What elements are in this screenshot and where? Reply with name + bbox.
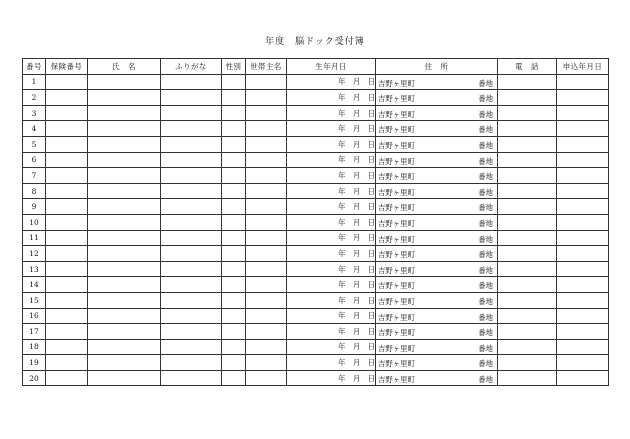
furigana-cell[interactable] <box>161 136 222 152</box>
name-cell[interactable] <box>88 308 161 324</box>
furigana-cell[interactable] <box>161 199 222 215</box>
header-phone: 電 話 <box>498 59 557 75</box>
address-banchi: 番地 <box>478 140 493 150</box>
insurance-number-cell[interactable] <box>46 355 88 371</box>
householder-cell[interactable] <box>246 214 287 230</box>
row-number: 1 <box>23 74 46 90</box>
address-cell[interactable] <box>376 261 498 277</box>
table-row <box>23 90 609 106</box>
application-date-cell[interactable] <box>557 308 609 324</box>
address-cell[interactable] <box>376 292 498 308</box>
householder-cell[interactable] <box>246 199 287 215</box>
address-cell[interactable] <box>376 90 498 106</box>
application-date-cell[interactable] <box>557 214 609 230</box>
name-cell[interactable] <box>88 74 161 90</box>
insurance-number-cell[interactable] <box>46 230 88 246</box>
application-date-cell[interactable] <box>557 168 609 184</box>
address-town: 吉野ヶ里町 <box>378 78 415 88</box>
address-town: 吉野ヶ里町 <box>378 328 415 338</box>
phone-cell[interactable] <box>498 246 557 262</box>
phone-cell[interactable] <box>498 308 557 324</box>
phone-cell[interactable] <box>498 230 557 246</box>
address-banchi: 番地 <box>478 281 493 291</box>
gender-cell[interactable] <box>222 152 246 168</box>
insurance-number-cell[interactable] <box>46 246 88 262</box>
birthdate-cell[interactable]: 年 月 日 <box>287 152 376 168</box>
name-cell[interactable] <box>88 370 161 386</box>
furigana-cell[interactable] <box>161 105 222 121</box>
householder-cell[interactable] <box>246 168 287 184</box>
address-cell[interactable] <box>376 339 498 355</box>
gender-cell[interactable] <box>222 355 246 371</box>
reception-register-table <box>22 58 609 386</box>
application-date-cell[interactable] <box>557 105 609 121</box>
phone-cell[interactable] <box>498 199 557 215</box>
application-date-cell[interactable] <box>557 183 609 199</box>
application-date-cell[interactable] <box>557 121 609 137</box>
birthdate-cell[interactable]: 年 月 日 <box>287 183 376 199</box>
householder-cell[interactable] <box>246 90 287 106</box>
householder-cell[interactable] <box>246 292 287 308</box>
insurance-number-cell[interactable] <box>46 105 88 121</box>
householder-cell[interactable] <box>246 308 287 324</box>
insurance-number-cell[interactable] <box>46 277 88 293</box>
birthdate-cell[interactable]: 年 月 日 <box>287 324 376 340</box>
application-date-cell[interactable] <box>557 324 609 340</box>
row-number: 16 <box>23 308 46 324</box>
furigana-cell[interactable] <box>161 292 222 308</box>
phone-cell[interactable] <box>498 277 557 293</box>
householder-cell[interactable] <box>246 74 287 90</box>
row-number: 20 <box>23 370 46 386</box>
address-town: 吉野ヶ里町 <box>378 203 415 213</box>
name-cell[interactable] <box>88 90 161 106</box>
phone-cell[interactable] <box>498 339 557 355</box>
table-row <box>23 355 609 371</box>
name-cell[interactable] <box>88 292 161 308</box>
phone-cell[interactable] <box>498 90 557 106</box>
name-cell[interactable] <box>88 152 161 168</box>
address-town: 吉野ヶ里町 <box>378 265 415 275</box>
phone-cell[interactable] <box>498 183 557 199</box>
row-number: 3 <box>23 105 46 121</box>
gender-cell[interactable] <box>222 136 246 152</box>
table-row <box>23 214 609 230</box>
address-banchi: 番地 <box>478 374 493 384</box>
phone-cell[interactable] <box>498 355 557 371</box>
address-cell[interactable] <box>376 121 498 137</box>
address-town: 吉野ヶ里町 <box>378 234 415 244</box>
insurance-number-cell[interactable] <box>46 370 88 386</box>
header-birthdate: 生年月日 <box>287 59 376 75</box>
gender-cell[interactable] <box>222 292 246 308</box>
application-date-cell[interactable] <box>557 355 609 371</box>
phone-cell[interactable] <box>498 136 557 152</box>
address-cell[interactable] <box>376 105 498 121</box>
address-town: 吉野ヶ里町 <box>378 359 415 369</box>
birthdate-cell[interactable]: 年 月 日 <box>287 261 376 277</box>
birthdate-cell[interactable]: 年 月 日 <box>287 121 376 137</box>
furigana-cell[interactable] <box>161 230 222 246</box>
table-row <box>23 370 609 386</box>
header-row <box>23 59 609 75</box>
address-town: 吉野ヶ里町 <box>378 281 415 291</box>
furigana-cell[interactable] <box>161 355 222 371</box>
furigana-cell[interactable] <box>161 168 222 184</box>
name-cell[interactable] <box>88 277 161 293</box>
application-date-cell[interactable] <box>557 199 609 215</box>
table-row <box>23 230 609 246</box>
householder-cell[interactable] <box>246 105 287 121</box>
table-row <box>23 152 609 168</box>
gender-cell[interactable] <box>222 308 246 324</box>
row-number: 13 <box>23 261 46 277</box>
table-row <box>23 246 609 262</box>
gender-cell[interactable] <box>222 324 246 340</box>
name-cell[interactable] <box>88 105 161 121</box>
furigana-cell[interactable] <box>161 90 222 106</box>
phone-cell[interactable] <box>498 214 557 230</box>
insurance-number-cell[interactable] <box>46 308 88 324</box>
address-cell[interactable] <box>376 277 498 293</box>
birthdate-cell[interactable]: 年 月 日 <box>287 370 376 386</box>
address-banchi: 番地 <box>478 78 493 88</box>
address-town: 吉野ヶ里町 <box>378 140 415 150</box>
furigana-cell[interactable] <box>161 246 222 262</box>
address-town: 吉野ヶ里町 <box>378 187 415 197</box>
householder-cell[interactable] <box>246 152 287 168</box>
address-banchi: 番地 <box>478 203 493 213</box>
table-row <box>23 308 609 324</box>
application-date-cell[interactable] <box>557 261 609 277</box>
row-number: 7 <box>23 168 46 184</box>
header-insurance-number: 保険番号 <box>46 59 88 75</box>
address-banchi: 番地 <box>478 343 493 353</box>
gender-cell[interactable] <box>222 183 246 199</box>
householder-cell[interactable] <box>246 183 287 199</box>
address-cell[interactable] <box>376 370 498 386</box>
gender-cell[interactable] <box>222 74 246 90</box>
address-town: 吉野ヶ里町 <box>378 343 415 353</box>
gender-cell[interactable] <box>222 214 246 230</box>
application-date-cell[interactable] <box>557 339 609 355</box>
householder-cell[interactable] <box>246 136 287 152</box>
householder-cell[interactable] <box>246 230 287 246</box>
phone-cell[interactable] <box>498 168 557 184</box>
name-cell[interactable] <box>88 214 161 230</box>
insurance-number-cell[interactable] <box>46 339 88 355</box>
application-date-cell[interactable] <box>557 74 609 90</box>
address-banchi: 番地 <box>478 359 493 369</box>
insurance-number-cell[interactable] <box>46 152 88 168</box>
gender-cell[interactable] <box>222 370 246 386</box>
row-number: 5 <box>23 136 46 152</box>
name-cell[interactable] <box>88 230 161 246</box>
gender-cell[interactable] <box>222 199 246 215</box>
address-town: 吉野ヶ里町 <box>378 94 415 104</box>
application-date-cell[interactable] <box>557 246 609 262</box>
birthdate-cell[interactable]: 年 月 日 <box>287 90 376 106</box>
table-row <box>23 105 609 121</box>
address-cell[interactable] <box>376 183 498 199</box>
address-banchi: 番地 <box>478 94 493 104</box>
gender-cell[interactable] <box>222 90 246 106</box>
table-row <box>23 324 609 340</box>
phone-cell[interactable] <box>498 370 557 386</box>
row-number: 14 <box>23 277 46 293</box>
furigana-cell[interactable] <box>161 277 222 293</box>
birthdate-cell[interactable]: 年 月 日 <box>287 230 376 246</box>
birthdate-cell[interactable]: 年 月 日 <box>287 199 376 215</box>
address-cell[interactable] <box>376 74 498 90</box>
address-banchi: 番地 <box>478 172 493 182</box>
insurance-number-cell[interactable] <box>46 214 88 230</box>
insurance-number-cell[interactable] <box>46 168 88 184</box>
address-banchi: 番地 <box>478 187 493 197</box>
householder-cell[interactable] <box>246 277 287 293</box>
table-row <box>23 183 609 199</box>
name-cell[interactable] <box>88 355 161 371</box>
table-row <box>23 277 609 293</box>
table-row <box>23 292 609 308</box>
phone-cell[interactable] <box>498 152 557 168</box>
table-row <box>23 136 609 152</box>
address-cell[interactable] <box>376 308 498 324</box>
householder-cell[interactable] <box>246 261 287 277</box>
phone-cell[interactable] <box>498 261 557 277</box>
table-row <box>23 199 609 215</box>
header-application-date: 申込年月日 <box>557 59 609 75</box>
insurance-number-cell[interactable] <box>46 183 88 199</box>
householder-cell[interactable] <box>246 121 287 137</box>
insurance-number-cell[interactable] <box>46 74 88 90</box>
furigana-cell[interactable] <box>161 152 222 168</box>
row-number: 4 <box>23 121 46 137</box>
address-town: 吉野ヶ里町 <box>378 125 415 135</box>
name-cell[interactable] <box>88 339 161 355</box>
name-cell[interactable] <box>88 168 161 184</box>
address-town: 吉野ヶ里町 <box>378 109 415 119</box>
furigana-cell[interactable] <box>161 339 222 355</box>
address-town: 吉野ヶ里町 <box>378 172 415 182</box>
address-cell[interactable] <box>376 246 498 262</box>
address-cell[interactable] <box>376 136 498 152</box>
application-date-cell[interactable] <box>557 152 609 168</box>
header-number: 番号 <box>23 59 46 75</box>
insurance-number-cell[interactable] <box>46 324 88 340</box>
address-town: 吉野ヶ里町 <box>378 374 415 384</box>
address-cell[interactable] <box>376 152 498 168</box>
birthdate-cell[interactable]: 年 月 日 <box>287 308 376 324</box>
gender-cell[interactable] <box>222 277 246 293</box>
insurance-number-cell[interactable] <box>46 136 88 152</box>
row-number: 8 <box>23 183 46 199</box>
address-banchi: 番地 <box>478 234 493 244</box>
address-cell[interactable] <box>376 214 498 230</box>
row-number: 2 <box>23 90 46 106</box>
birthdate-cell[interactable]: 年 月 日 <box>287 292 376 308</box>
row-number: 10 <box>23 214 46 230</box>
insurance-number-cell[interactable] <box>46 199 88 215</box>
row-number: 9 <box>23 199 46 215</box>
application-date-cell[interactable] <box>557 277 609 293</box>
name-cell[interactable] <box>88 324 161 340</box>
address-banchi: 番地 <box>478 328 493 338</box>
birthdate-cell[interactable]: 年 月 日 <box>287 339 376 355</box>
table-row <box>23 74 609 90</box>
householder-cell[interactable] <box>246 324 287 340</box>
application-date-cell[interactable] <box>557 370 609 386</box>
address-banchi: 番地 <box>478 125 493 135</box>
address-cell[interactable] <box>376 355 498 371</box>
header-address: 住 所 <box>376 59 498 75</box>
address-cell[interactable] <box>376 199 498 215</box>
furigana-cell[interactable] <box>161 324 222 340</box>
furigana-cell[interactable] <box>161 183 222 199</box>
table-body <box>23 74 609 386</box>
name-cell[interactable] <box>88 261 161 277</box>
phone-cell[interactable] <box>498 324 557 340</box>
householder-cell[interactable] <box>246 246 287 262</box>
table-row <box>23 121 609 137</box>
furigana-cell[interactable] <box>161 370 222 386</box>
address-cell[interactable] <box>376 230 498 246</box>
row-number: 6 <box>23 152 46 168</box>
header-furigana: ふりがな <box>161 59 222 75</box>
page-title: 年度 脳ドック受付簿 <box>265 37 365 47</box>
householder-cell[interactable] <box>246 370 287 386</box>
address-cell[interactable] <box>376 324 498 340</box>
gender-cell[interactable] <box>222 105 246 121</box>
header-gender: 性別 <box>222 59 246 75</box>
address-banchi: 番地 <box>478 265 493 275</box>
gender-cell[interactable] <box>222 339 246 355</box>
address-banchi: 番地 <box>478 296 493 306</box>
insurance-number-cell[interactable] <box>46 121 88 137</box>
birthdate-cell[interactable]: 年 月 日 <box>287 214 376 230</box>
application-date-cell[interactable] <box>557 136 609 152</box>
address-cell[interactable] <box>376 168 498 184</box>
insurance-number-cell[interactable] <box>46 90 88 106</box>
row-number: 15 <box>23 292 46 308</box>
application-date-cell[interactable] <box>557 90 609 106</box>
furigana-cell[interactable] <box>161 121 222 137</box>
furigana-cell[interactable] <box>161 261 222 277</box>
householder-cell[interactable] <box>246 339 287 355</box>
header-householder: 世帯主名 <box>246 59 287 75</box>
phone-cell[interactable] <box>498 74 557 90</box>
row-number: 19 <box>23 355 46 371</box>
address-banchi: 番地 <box>478 250 493 260</box>
row-number: 12 <box>23 246 46 262</box>
insurance-number-cell[interactable] <box>46 261 88 277</box>
birthdate-cell[interactable]: 年 月 日 <box>287 105 376 121</box>
furigana-cell[interactable] <box>161 214 222 230</box>
header-name: 氏 名 <box>88 59 161 75</box>
birthdate-cell[interactable]: 年 月 日 <box>287 246 376 262</box>
name-cell[interactable] <box>88 246 161 262</box>
address-town: 吉野ヶ里町 <box>378 312 415 322</box>
gender-cell[interactable] <box>222 230 246 246</box>
address-town: 吉野ヶ里町 <box>378 250 415 260</box>
address-town: 吉野ヶ里町 <box>378 156 415 166</box>
table-row <box>23 339 609 355</box>
address-banchi: 番地 <box>478 312 493 322</box>
address-town: 吉野ヶ里町 <box>378 296 415 306</box>
name-cell[interactable] <box>88 183 161 199</box>
gender-cell[interactable] <box>222 246 246 262</box>
row-number: 17 <box>23 324 46 340</box>
row-number: 18 <box>23 339 46 355</box>
name-cell[interactable] <box>88 121 161 137</box>
application-date-cell[interactable] <box>557 230 609 246</box>
row-number: 11 <box>23 230 46 246</box>
phone-cell[interactable] <box>498 121 557 137</box>
birthdate-cell[interactable]: 年 月 日 <box>287 355 376 371</box>
furigana-cell[interactable] <box>161 308 222 324</box>
gender-cell[interactable] <box>222 121 246 137</box>
address-town: 吉野ヶ里町 <box>378 218 415 228</box>
address-banchi: 番地 <box>478 109 493 119</box>
householder-cell[interactable] <box>246 355 287 371</box>
address-banchi: 番地 <box>478 156 493 166</box>
birthdate-cell[interactable]: 年 月 日 <box>287 277 376 293</box>
phone-cell[interactable] <box>498 292 557 308</box>
table-row <box>23 261 609 277</box>
birthdate-cell[interactable]: 年 月 日 <box>287 168 376 184</box>
address-banchi: 番地 <box>478 218 493 228</box>
phone-cell[interactable] <box>498 105 557 121</box>
gender-cell[interactable] <box>222 168 246 184</box>
furigana-cell[interactable] <box>161 74 222 90</box>
application-date-cell[interactable] <box>557 292 609 308</box>
birthdate-cell[interactable]: 年 月 日 <box>287 136 376 152</box>
table-row <box>23 168 609 184</box>
birthdate-cell[interactable]: 年 月 日 <box>287 74 376 90</box>
name-cell[interactable] <box>88 136 161 152</box>
name-cell[interactable] <box>88 199 161 215</box>
gender-cell[interactable] <box>222 261 246 277</box>
insurance-number-cell[interactable] <box>46 292 88 308</box>
